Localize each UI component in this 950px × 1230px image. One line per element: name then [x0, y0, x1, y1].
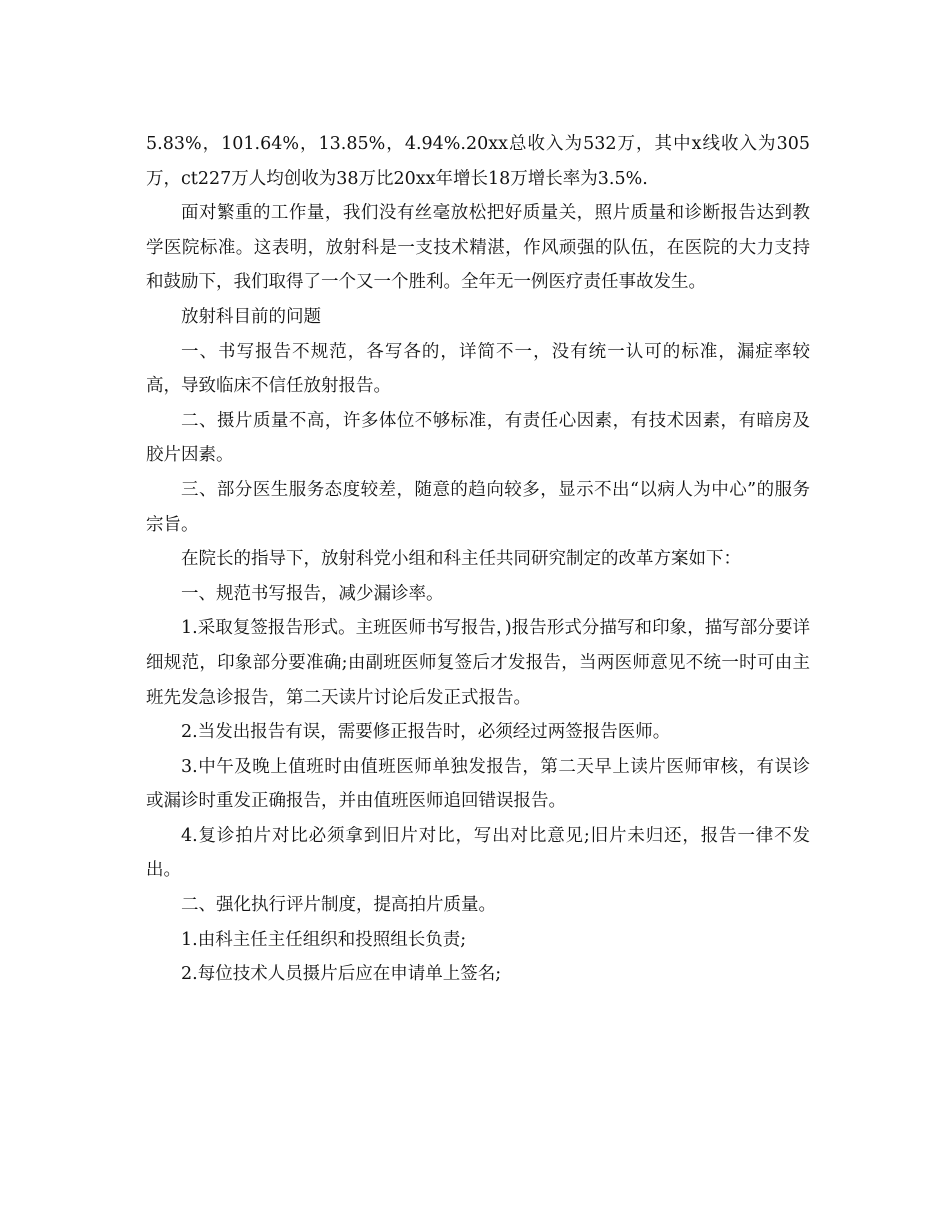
paragraph-reform-intro: 在院长的指导下，放射科党小组和科主任共同研究制定的改革方案如下： — [181, 549, 741, 570]
reform-item-2-2: 2.每位技术人员摄片后应在申请单上签名; — [181, 964, 502, 985]
reform-item-1-4: 4.复诊拍片对比必须拿到旧片对比，写出对比意见;旧片未归还，报告一律不发出。 — [146, 825, 810, 881]
reform-item-1-1: 1.采取复签报告形式。主班医师书写报告，)报告形式分描写和印象，描写部分要详细规范，印象部分要准确;由副班医师复签后才发报告，当两医师意见不统一时可由主班先发急诊报告，第二天读片讨论后发正式报告。 — [146, 618, 810, 708]
paragraph-revenue-stats: 5.83%，101.64%，13.85%，4.94%.20xx总收入为532万，其中x线收入为305万，ct227万人均创收为38万比20xx年增长18万增长率为3.5%. — [146, 134, 810, 189]
problem-item-1: 一、书写报告不规范，各写各的，详简不一，没有统一认可的标准，漏症率较高，导致临床不信任放射报告。 — [146, 341, 810, 397]
paragraph-quality-summary: 面对繁重的工作量，我们没有丝毫放松把好质量关，照片质量和诊断报告达到教学医院标准。这表明，放射科是一支技术精湛，作风顽强的队伍，在医院的大力支持和鼓励下，我们取得了一个又一个胜利。全年无一例医疗责任事故发生。 — [146, 203, 810, 293]
reform-item-1-3: 3.中午及晚上值班时由值班医师单独发报告，第二天早上读片医师审核，有误诊或漏诊时重发正确报告，并由值班医师追回错误报告。 — [146, 756, 810, 812]
problem-item-3: 三、部分医生服务态度较差，随意的趋向较多，显示不出“以病人为中心”的服务宗旨。 — [146, 479, 810, 535]
reform-heading-1: 一、规范书写报告，减少漏诊率。 — [181, 583, 444, 604]
section-heading-current-problems: 放射科目前的问题 — [181, 306, 321, 327]
reform-heading-2: 二、强化执行评片制度，提高拍片质量。 — [181, 895, 496, 916]
reform-item-1-2: 2.当发出报告有误，需要修正报告时，必须经过两签报告医师。 — [181, 722, 671, 743]
reform-item-2-1: 1.由科主任主任组织和投照组长负责; — [181, 929, 467, 950]
problem-item-2: 二、摄片质量不高，许多体位不够标准，有责任心因素，有技术因素，有暗房及胶片因素。 — [146, 410, 810, 466]
document-body — [146, 127, 810, 992]
